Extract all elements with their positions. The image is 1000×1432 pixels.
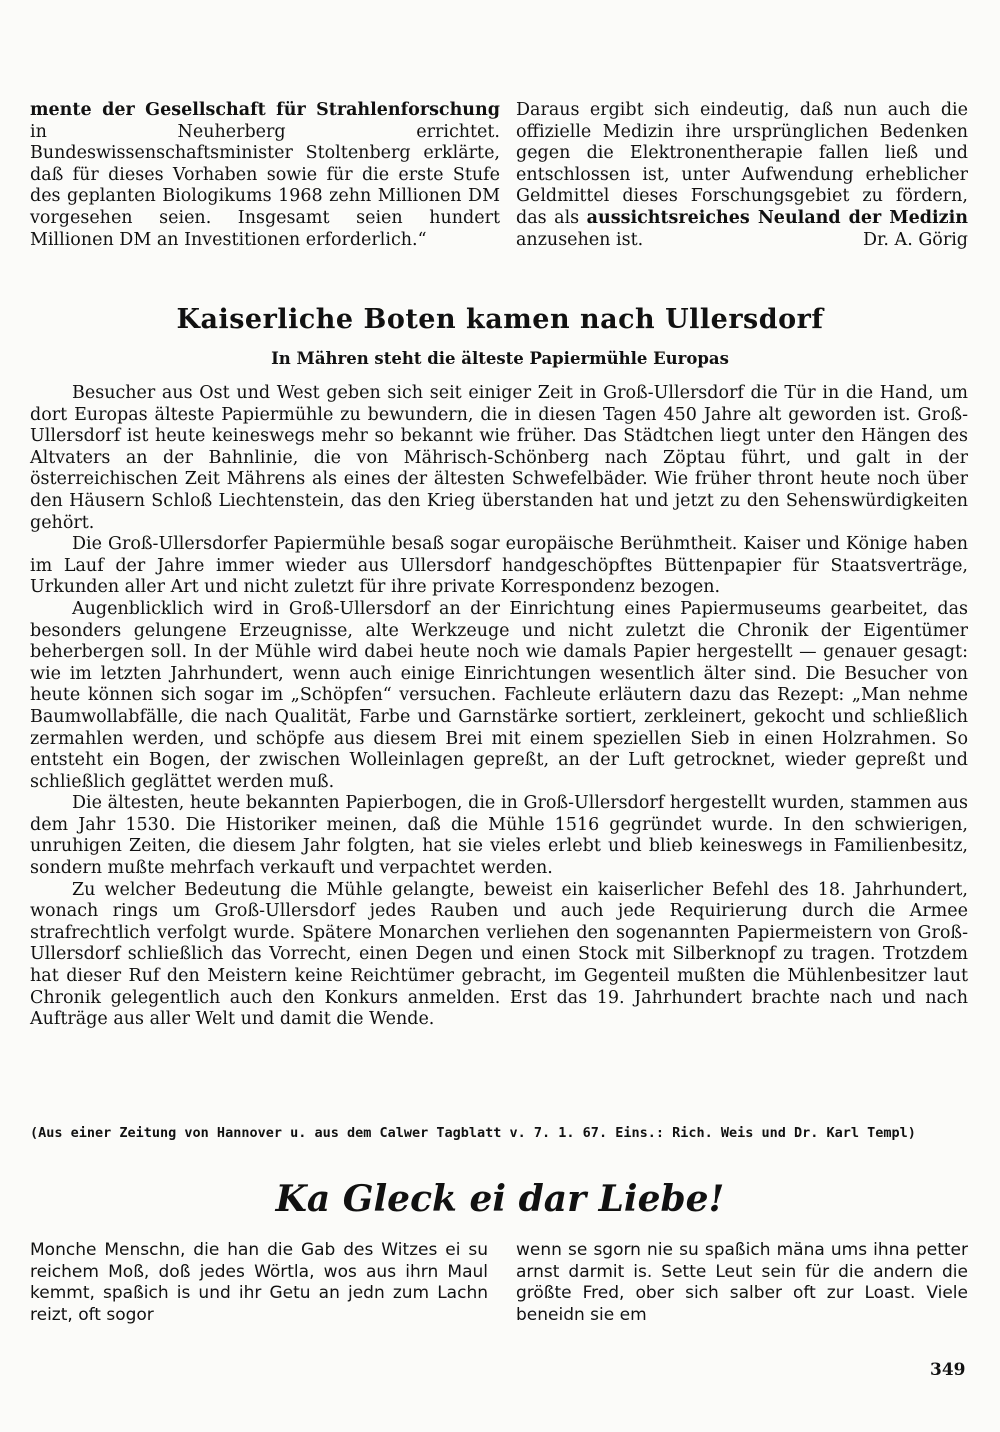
page-number: 349 [930, 1360, 966, 1380]
paragraph: Die ältesten, heute bekannten Papierbogen, die in Groß-Ullersdorf hergestellt wurden, stammen aus dem Jahr 1530. Die Historiker meinen, daß die Mühle 1516 gegründet wurde. In den schwierigen, unruhigen Zeiten, die diesem Jahr folgten, hat sie vieles erlebt und blieb keineswegs in Familienbesitz, sondern mußte mehrfach verkauft und verpachtet werden. [30, 793, 968, 879]
top-right-bold: aussichtsreiches Neuland der Medizin [586, 207, 968, 228]
article-body [30, 383, 968, 1031]
paragraph: Die Groß-Ullersdorfer Papiermühle besaß sogar europäische Berühmtheit. Kaiser und Könige haben im Lauf der Jahre immer wieder aus Ullersdorf handgeschöpftes Büttenpapier für Staatsverträge, Urkunden aller Art und nicht zuletzt für ihre private Korrespondenz bezogen. [30, 534, 968, 598]
paragraph: Zu welcher Bedeutung die Mühle gelangte, beweist ein kaiserlicher Befehl des 18. Jahrhundert, wonach rings um Groß-Ullersdorf jedes Rauben und auch jede Requirierung durch die Armee strafrechtlich verfolgt wurde. Spätere Monarchen verliehen den sogenannten Papiermeistern von Groß-Ullersdorf schließlich das Vorrecht, einen Degen und einen Stock mit Silberknopf zu tragen. Trotzdem hat dieser Ruf den Meistern keine Reichtümer gebracht, im Gegenteil mußten die Mühlenbesitzer laut Chronik gelegentlich auch den Konkurs anmelden. Erst das 19. Jahrhundert brachte nach und nach Aufträge aus aller Welt und damit die Wende. [30, 879, 968, 1030]
paragraph: Augenblicklich wird in Groß-Ullersdorf an der Einrichtung eines Papiermuseums gearbeitet, das besonders gelungene Erzeugnisse, alte Werkzeuge und nicht zuletzt die Chronik der Eigentümer beherbergen soll. In der Mühle wird dabei heute noch wie damals Papier hergestellt — genauer gesagt: wie im letzten Jahrhundert, wenn auch einige Einrichtungen wesentlich älter sind. Die Besucher von heute können sich sogar im „Schöpfen“ versuchen. Fachleute erläutern dazu das Rezept: „Man nehme Baumwollabfälle, die nach Qualität, Farbe und Garnstärke sortiert, zerkleinert, gekocht und schließlich zermahlen werden, und schöpfe aus diesem Brei mit einem speziellen Sieb in einen Holzrahmen. So entsteht ein Bogen, der zwischen Wolleinlagen gepreßt, an der Luft getrocknet, wieder gepreßt und schließlich geglättet werden muß. [30, 598, 968, 792]
top-right-text-b: anzusehen ist. [516, 229, 644, 250]
top-left-text: in Neuherberg errichtet. Bundeswissenschaftsminister Stoltenberg erklärte, daß für dieses Vorhaben sowie für die erste Stufe des geplanten Biologikums 1968 zehn Millionen DM vorgesehen seien. Insgesamt seien hundert Millionen DM an Investitionen erforderlich.“ [30, 121, 500, 250]
second-article-left-column: Monche Menschn, die han die Gab des Witzes ei su reichem Moß, doß jedes Wörtla, wos aus ihrn Maul kemmt, spaßich is und ihr Getu an jedn zum Lachn reizt, oft sogor [30, 1240, 488, 1325]
second-article-title: Ka Gleck ei dar Liebe! [275, 1178, 725, 1220]
top-left-column [30, 100, 500, 251]
top-left-bold-lead: mente der Gesellschaft für Strahlenforschung [30, 100, 500, 120]
paragraph: Besucher aus Ost und West geben sich seit einiger Zeit in Groß-Ullersdorf die Tür in die Hand, um dort Europas älteste Papiermühle zu bewundern, die in diesen Tagen 450 Jahre alt geworden ist. Groß-Ullersdorf ist heute keineswegs mehr so bekannt wie früher. Das Städtchen liegt unter den Hängen des Altvaters an der Bahnlinie, die von Mährisch-Schönberg nach Zöptau führt, und galt in der österreichischen Zeit Mährens als eines der ältesten Schwefelbäder. Wie früher thront heute noch über den Häusern Schloß Liechtenstein, das den Krieg überstanden hat und jetzt zu den Sehenswürdigkeiten gehört. [30, 383, 968, 533]
article-subtitle: In Mähren steht die älteste Papiermühle Europas [271, 349, 729, 368]
second-article-right-column: wenn se sgorn nie su spaßich mäna ums ihna petter arnst darmit is. Sette Leut sein für die andern die größte Fred, ober sich salber oft zur Loast. Viele beneidn sie em [516, 1240, 968, 1325]
author-signature: Dr. A. Görig [862, 229, 968, 250]
top-right-text-a: Daraus ergibt sich eindeutig, daß nun auch die offizielle Medizin ihre ursprünglichen Bedenken gegen die Elektronentherapie fallen ließ und entschlossen ist, unter Aufwendung erheblicher Geldmittel dieses Forschungsgebiet zu fördern, das als [516, 100, 968, 228]
top-right-column [516, 100, 968, 251]
article-title: Kaiserliche Boten kamen nach Ullersdorf [176, 304, 824, 335]
article-source: (Aus einer Zeitung von Hannover u. aus dem Calwer Tagblatt v. 7. 1. 67. Eins.: Rich. Weis und Dr. Karl Templ) [30, 1125, 916, 1141]
